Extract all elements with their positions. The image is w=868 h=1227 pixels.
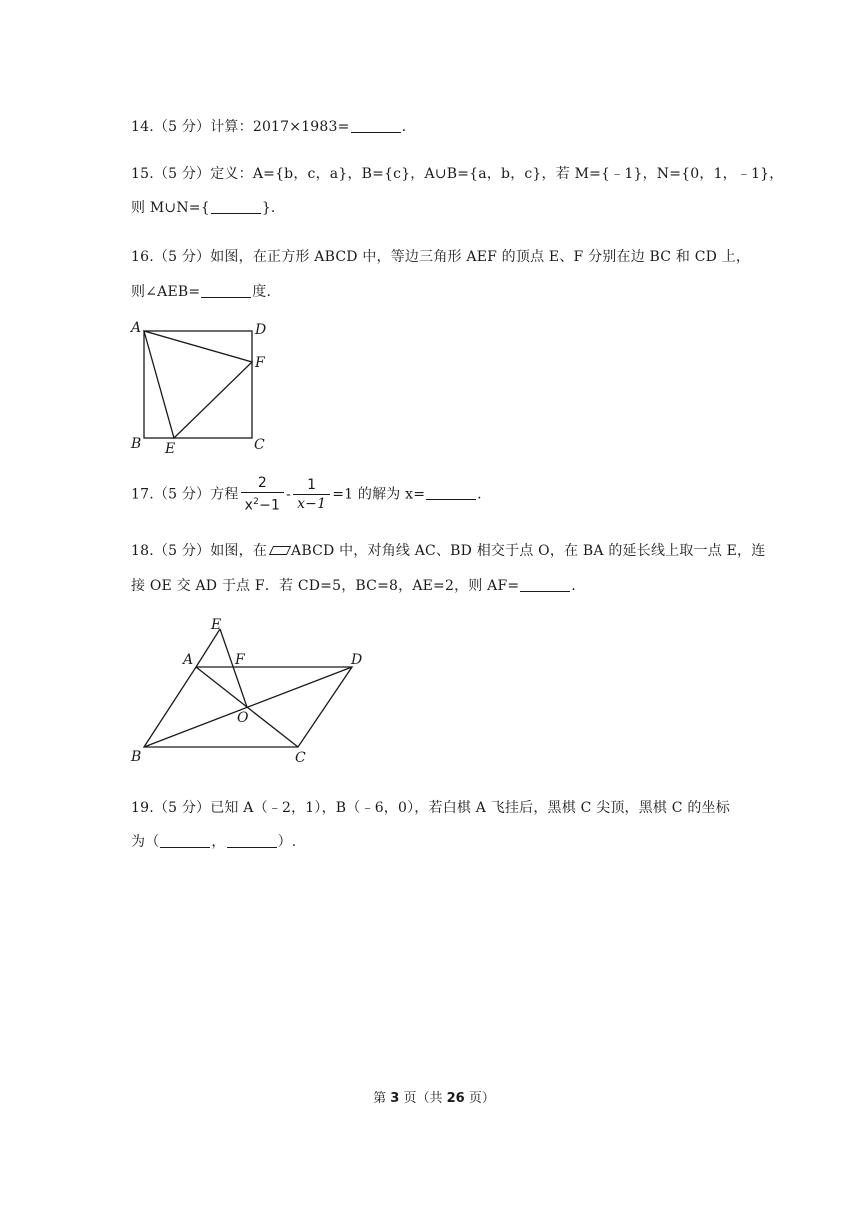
- label-c: C: [295, 750, 306, 766]
- label-o: O: [237, 710, 249, 726]
- question-text: 定义：A={b，c，a}，B={c}，A∪B={a，b，c}，若 M={﹣1}，N={0，1，﹣1}，: [210, 166, 784, 182]
- label-a: A: [183, 652, 194, 668]
- footer-text: 页（共: [399, 1091, 447, 1106]
- square-abcd-figure: [125, 318, 275, 458]
- question-18-line2: [131, 575, 576, 595]
- footer-text: 页）: [464, 1091, 495, 1106]
- label-e: E: [165, 441, 176, 457]
- fraction-1: [241, 474, 284, 515]
- footer-text: 第: [373, 1091, 391, 1106]
- answer-blank[interactable]: [426, 485, 476, 500]
- question-16-line2: [131, 281, 271, 301]
- question-17: [131, 474, 482, 515]
- answer-blank[interactable]: [520, 577, 570, 592]
- parallelogram-symbol-icon: [269, 546, 291, 555]
- den-base: x: [244, 497, 254, 514]
- question-score: （5 分）: [153, 486, 211, 503]
- diagonal-bd: [144, 667, 352, 747]
- question-score: （5 分）: [153, 249, 211, 265]
- question-text-end: 度.: [252, 284, 272, 300]
- question-score: （5 分）: [153, 800, 211, 816]
- answer-blank[interactable]: [201, 283, 251, 298]
- den-rest: −1: [259, 497, 281, 514]
- question-16: [131, 246, 750, 266]
- question-18: [131, 540, 765, 560]
- fraction-2-numerator: 1: [293, 476, 330, 495]
- question-text: 为（: [131, 834, 160, 850]
- question-text-end: }.: [261, 200, 276, 216]
- question-number: 18.: [131, 543, 154, 559]
- question-text-end: .: [401, 119, 407, 135]
- question-number: 17.: [131, 486, 154, 503]
- question-text-end: ）.: [277, 834, 297, 850]
- question-text: 则∠AEB=: [131, 284, 201, 300]
- question-number: 16.: [131, 249, 154, 265]
- question-text: 已知 A（﹣2，1），B（﹣6，0），若白棋 A 飞挂后，黑棋 C 尖顶，黑棋 C 的坐标: [210, 800, 730, 816]
- question-text-end: .: [571, 578, 576, 594]
- fraction-1-numerator: 2: [241, 474, 284, 493]
- comma: ，: [211, 834, 226, 850]
- question-text: =1 的解为 x=: [332, 486, 426, 503]
- minus-sign: -: [286, 486, 292, 503]
- question-text: 如图，在: [210, 543, 268, 559]
- question-number: 19.: [131, 800, 154, 816]
- answer-blank-y[interactable]: [227, 833, 277, 848]
- label-b: B: [131, 749, 142, 765]
- question-number: 15.: [131, 166, 154, 182]
- answer-blank-x[interactable]: [160, 833, 210, 848]
- segment-ae: [196, 629, 220, 667]
- page-footer: [0, 1087, 868, 1106]
- question-text: 则 M∪N={: [131, 200, 210, 216]
- label-d: D: [351, 652, 363, 668]
- question-score: （5 分）: [153, 166, 211, 182]
- question-text: 如图，在正方形 ABCD 中，等边三角形 AEF 的顶点 E、F 分别在边 BC 和 CD 上，: [210, 249, 751, 265]
- question-19-line2: [131, 831, 296, 851]
- answer-blank[interactable]: [211, 199, 261, 214]
- segment-eo: [220, 629, 247, 707]
- den-exponent: 2: [253, 497, 260, 507]
- label-b: B: [131, 436, 142, 452]
- label-a: A: [131, 320, 142, 336]
- question-score: （5 分）: [153, 119, 211, 135]
- question-text: 方程: [210, 486, 239, 503]
- question-text-end: .: [477, 486, 482, 503]
- question-number: 14.: [131, 119, 154, 135]
- question-text: ABCD 中，对角线 AC、BD 相交于点 O，在 BA 的延长线上取一点 E，连: [291, 543, 766, 559]
- fraction-1-denominator: [241, 493, 284, 515]
- page-number: 3: [390, 1091, 400, 1106]
- triangle-aef: [144, 331, 252, 438]
- answer-blank[interactable]: [351, 118, 401, 133]
- page-total: 26: [446, 1091, 465, 1106]
- den-text: x−1: [297, 495, 327, 512]
- label-d: D: [255, 322, 267, 338]
- question-19: [131, 797, 730, 817]
- question-15: [131, 163, 784, 183]
- label-f: F: [235, 652, 245, 668]
- parallelogram-abcd-figure: [125, 610, 375, 770]
- question-score: （5 分）: [153, 543, 211, 559]
- question-text: 接 OE 交 AD 于点 F．若 CD=5，BC=8，AE=2，则 AF=: [131, 578, 520, 594]
- label-e: E: [211, 617, 222, 633]
- question-text: 计算：2017×1983=: [210, 119, 350, 135]
- fraction-2-denominator: [293, 495, 330, 513]
- label-f: F: [255, 355, 265, 371]
- question-15-line2: [131, 197, 276, 217]
- fraction-2: [293, 476, 330, 513]
- question-14: [131, 116, 406, 136]
- label-c: C: [254, 437, 265, 453]
